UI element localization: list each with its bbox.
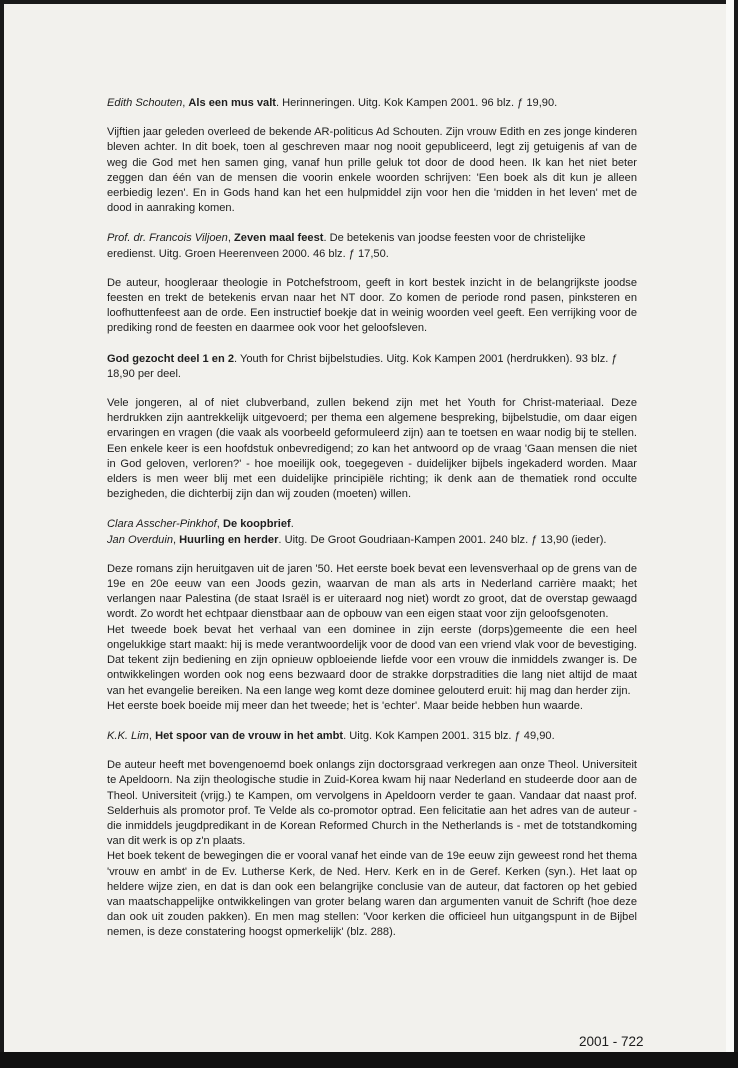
book-title: Zeven maal feest [234,232,324,245]
review-paragraph: Het boek tekent de bewegingen die er vooral vanaf het einde van de 19e eeuw zijn geweest rond het thema 'vrouw en ambt' in de Ev. Lutherse Kerk, de Ned. Herv. Kerk en in de Geref. Kerken (syn.). Het laat op heldere wijze zien, en dat is dan ook een belangrijke conclusie van de auteur, dat factoren op het gebied van maatschappelijke ontwikkelingen van groter belang waren dan argumenten vanuit de Schrift (hoe deze dan ook uit zouden pakken). En men mag stellen: 'Voor kerken die officieel hun uitgangspunt in de Bijbel nemen, is deze constatering hoogst opmerkelijk' (blz. 288). [107,850,637,939]
bibliographic-line: Edith Schouten, Als een mus valt. Herinneringen. Uitg. Kok Kampen 2001. 96 blz. ƒ 19,90. [107,97,558,109]
publication-details: De betekenis van joodse feesten voor de christelijke eredienst. Uitg. Groen Heerenveen 2000. 46 blz. ƒ 17,50. [107,232,586,260]
bibliographic-line: Jan Overduin, Huurling en herder. Uitg. De Groot Goudriaan-Kampen 2001. 240 blz. ƒ 13,90 (ieder). [107,533,607,546]
publication-details: Uitg. Kok Kampen 2001. 315 blz. ƒ 49,90. [346,729,555,742]
review-paragraph: De auteur, hoogleraar theologie in Potchefstroom, geeft in kort bestek inzicht in de belangrijkste joodse feesten en trekt de betekenis ervan naar het NT door. Zo komen de periode rond pasen, pinksteren en loofhuttenfeest aan de orde. Een instructief boekje dat in weinig woorden veel geeft. Een verrijking voor de prediking rond de feesten en daarmee ook voor het geloofsleven. [107,276,637,335]
review-entry [107,352,637,503]
review-paragraph: Vijftien jaar geleden overleed de bekende AR-politicus Ad Schouten. Zijn vrouw Edith en zes jonge kinderen bleven achter. In dit boek, toen al geschreven maar nog nooit gepubliceerd, legt zij getuigenis af van de weg die God met hen samen ging, vanaf hun prille geluk tot door de dood heen. Ik kan het niet beter zeggen dan één van de mensen die voorin enkele woorden schrijven: 'Een boek als dit kun je alleen eerbiedig lezen'. En in Gods hand kan het een hulpmiddel zijn voor hen die 'midden in het leven' met de dood in aanraking komen. [107,126,637,215]
book-title: De koopbrief [222,518,291,531]
review-heading [107,231,637,261]
book-author: Edith Schouten [107,97,183,109]
review-entry [107,729,637,941]
review-heading [107,352,637,382]
book-title: Als een mus valt [188,97,276,109]
review-paragraph: Deze romans zijn heruitgaven uit de jaren '50. Het eerste boek bevat een levensverhaal op de grens van de 19e en 20e eeuw van een Joods gezin, waarvan de man als arts in Nederland carrière maakt; het verlangen naar Palestina (de staat Israël is er uiteraard nog niet) wordt zo groot, dat de overstap gewaagd wordt. Zo wordt het echtpaar dienstbaar aan de opbouw van een eigen staat voor zijn geloofsgenoten. [107,562,637,621]
bibliographic-line: K.K. Lim, Het spoor van de vrouw in het ambt. Uitg. Kok Kampen 2001. 315 blz. ƒ 49,90. [107,729,555,742]
publication-details: Youth for Christ bijbelstudies. Uitg. Kok Kampen 2001 (herdrukken). 93 blz. ƒ 18,90 per deel. [107,352,618,380]
publication-details: Herinneringen. Uitg. Kok Kampen 2001. 96 blz. ƒ 19,90. [279,97,558,109]
bibliographic-line: Clara Asscher-Pinkhof, De koopbrief. [107,518,294,531]
bibliographic-line: Prof. dr. Francois Viljoen, Zeven maal feest. De betekenis van joodse feesten voor de christelijke eredienst. Uitg. Groen Heerenveen 2000. 46 blz. ƒ 17,50. [107,232,586,260]
book-title: Huurling en herder [179,533,279,546]
publication-details: Uitg. De Groot Goudriaan-Kampen 2001. 240 blz. ƒ 13,90 (ieder). [281,533,607,546]
review-heading [107,96,637,111]
bibliographic-line: God gezocht deel 1 en 2. Youth for Christ bijbelstudies. Uitg. Kok Kampen 2001 (herdrukken). 93 blz. ƒ 18,90 per deel. [107,352,618,380]
review-paragraph: Vele jongeren, al of niet clubverband, zullen bekend zijn met het Youth for Christ-materiaal. Deze herdrukken zijn aantrekkelijk uitgevoerd; per thema een algemene bespreking, bijbelstudie, om daar eigen ervaringen en vragen (die vaak als voorbeeld geformuleerd zijn) aan te toetsen en waar nodig bij te stellen. Een enkele keer is een hoofdstuk onbevredigend; zo kan het antwoord op de vraag 'Gaan mensen die niet in God geloven, verloren?' - hoe moeilijk ook, toegegeven - duidelijker bijbels ingekaderd worden. Maar elders is men weer blij met een duidelijke principiële richting; ik denk aan de thematiek rond occulte bezigheden, die dichterbij zijn dan wij zouden (moeten) willen. [107,397,637,501]
document-page [4,4,726,1056]
review-paragraph: De auteur heeft met bovengenoemd boek onlangs zijn doctorsgraad verkregen aan onze Theol. Universiteit te Apeldoorn. Na zijn theologische studie in Zuid-Korea kwam hij naar Nederland en studeerde door aan de Theol. Universiteit (vrijg.) te Kampen, om vervolgens in Apeldoorn verder te gaan. Vandaar dat naast prof. Selderhuis als promotor prof. Te Velde als co-promotor optrad. Een felicitatie aan het adres van de auteur - die inmiddels jeugdpredikant in de Korean Reformed Church in the Netherlands is - met de totstandkoming van dit werk is op z'n plaats. [107,759,637,848]
scan-border-bottom [0,1052,738,1068]
review-paragraph: Het tweede boek bevat het verhaal van een dominee in zijn eerste (dorps)gemeente die een heel ongelukkige start maakt: hij is mede verantwoordelijk voor de dood van een vriend vlak voor de bevestiging. Dat tekent zijn bediening en zijn opnieuw opbloeiende liefde voor een vrouw die inmiddels zwanger is. De ontwikkelingen worden ook nog eens bezwaard door de strakke dorpstradities die lang niet altijd de maat van het evangelie bereiken. Na een lange weg komt deze dominee gelouterd eruit: hij mag dan herder zijn. [107,623,637,697]
book-author: Prof. dr. Francois Viljoen [107,232,228,245]
book-author: K.K. Lim [107,729,149,742]
book-author: Clara Asscher-Pinkhof [107,518,217,531]
review-heading [107,729,637,744]
book-title: God gezocht deel 1 en 2 [107,352,234,365]
review-entry [107,517,637,713]
review-entry [107,96,637,216]
review-paragraph: Het eerste boek boeide mij meer dan het tweede; het is 'echter'. Maar beide hebben hun waarde. [107,699,584,712]
reviews-column [107,96,637,956]
page-number: 2001 - 722 [579,1034,644,1049]
book-author: Jan Overduin [107,533,173,546]
scan-border-right [734,0,738,1068]
book-title: Het spoor van de vrouw in het ambt [155,729,344,742]
review-entry [107,231,637,336]
review-heading [107,517,637,547]
